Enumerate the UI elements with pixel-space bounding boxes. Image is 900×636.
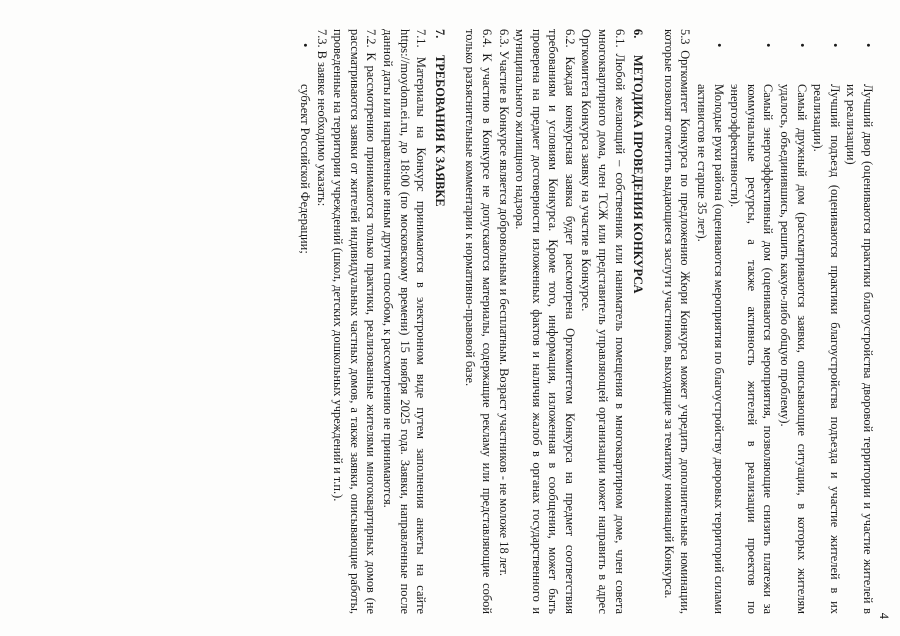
- section-7-heading: 7.ТРЕБОВАНИЯ К ЗАЯВКЕ: [432, 29, 447, 207]
- list-item: • Самый дружный дом (рассматриваются заявки, описывающие ситуации, в которых жителям удалось, объединившись, решить какую-либо общую проблему).: [778, 43, 809, 614]
- bullet-icon: •: [827, 43, 842, 48]
- paragraph-7-1: 7.1. Материалы на Конкурс принимаются в электронном виде путем заполнения анкеты на сайте https://moydom.ei.ru, до 18:00 (по московскому времени) 15 ноября 2025 года. Заявки, направленные после данной даты или направленные иным другим способом, к рассмотрению не принимаются.: [380, 29, 429, 614]
- page-body: [296, 29, 876, 614]
- paragraph-5-3: 5.3 Оргкомитет Конкурса по предложению Жюри Конкурса может учредить дополнительные номинации, которые позволят отметить выдающиеся заслуги участников, выходящие за тематику номинаций Конкурса.: [661, 29, 693, 614]
- bullet-icon: •: [794, 43, 809, 48]
- paragraph-7-3: 7.3. В заявке необходимо указать:: [314, 29, 329, 207]
- paragraph-6-3: 6.3. Участие в Конкурсе является добровольным и бесплатным. Возраст участников - не моложе 18 лет.: [496, 29, 511, 577]
- list-item: • Лучший подъезд (оцениваются практики благоустройства подъезда и участие жителей в их реализации).: [811, 43, 842, 614]
- paragraph-6-4: 6.4. К участию в Конкурсе не допускаются материалы, содержащие рекламу или представляющие собой только разъяснительные комментарии к нормативно-правовой базе.: [463, 29, 494, 614]
- list-item: • Молодые руки района (оцениваются мероприятия по благоустройству дворовых территорий силами активистов не старше 35 лет).: [695, 43, 726, 614]
- rotated-page-content: [10, 13, 890, 623]
- paragraph-6-2: 6.2. Каждая конкурсная заявка будет рассмотрена Оргкомитетом Конкурса на предмет соответствия требованиям и условиям Конкурса. Кроме того, информация, изложенная в сообщении, может быть проверена на предмет достоверности изложенных фактов и наличия жалоб в органах государственного и муниципального жилищного надзора.: [513, 29, 577, 614]
- list-item: • Лучший двор (оцениваются практики благоустройства дворовой территории и участие жителей в их реализации): [844, 43, 875, 614]
- bullet-icon: •: [861, 43, 875, 48]
- requirements-list: [296, 29, 313, 614]
- list-item: • субъект Российской Федерации;: [298, 43, 312, 254]
- paragraph-6-1: 6.1. Любой желающий – собственник или наниматель помещения в многоквартирном доме, член совета многоквартирного дома, член ТСЖ или представитель управляющей организации может направить в адрес Оргкомитета Конкурса заявку на участие в Конкурсе.: [579, 29, 627, 614]
- bullet-icon: •: [711, 43, 726, 48]
- nominations-list: [693, 29, 876, 614]
- bullet-icon: •: [761, 43, 776, 48]
- bullet-icon: •: [298, 43, 312, 48]
- page-number: 4: [877, 612, 891, 619]
- section-6-heading: 6.МЕТОДИКА ПРОВЕДЕНИЯ КОНКУРСА: [631, 29, 646, 294]
- paragraph-7-2: 7.2. К рассмотрению принимаются только практики, реализованные жителями многоквартирных домов (не рассматриваются заявки от жителей индивидуальных частных домов, а также заявки, описывающие работы, проведенные на территории учреждений (школ, детских дошкольных учреждений и т.п.).: [331, 29, 379, 614]
- list-item: • Самый энергоэффективный дом (оцениваются мероприятия, позволяющие снизить платежи за коммунальные ресурсы, а также активность жителей в реализации проектов по энергоэффективности).: [728, 43, 776, 614]
